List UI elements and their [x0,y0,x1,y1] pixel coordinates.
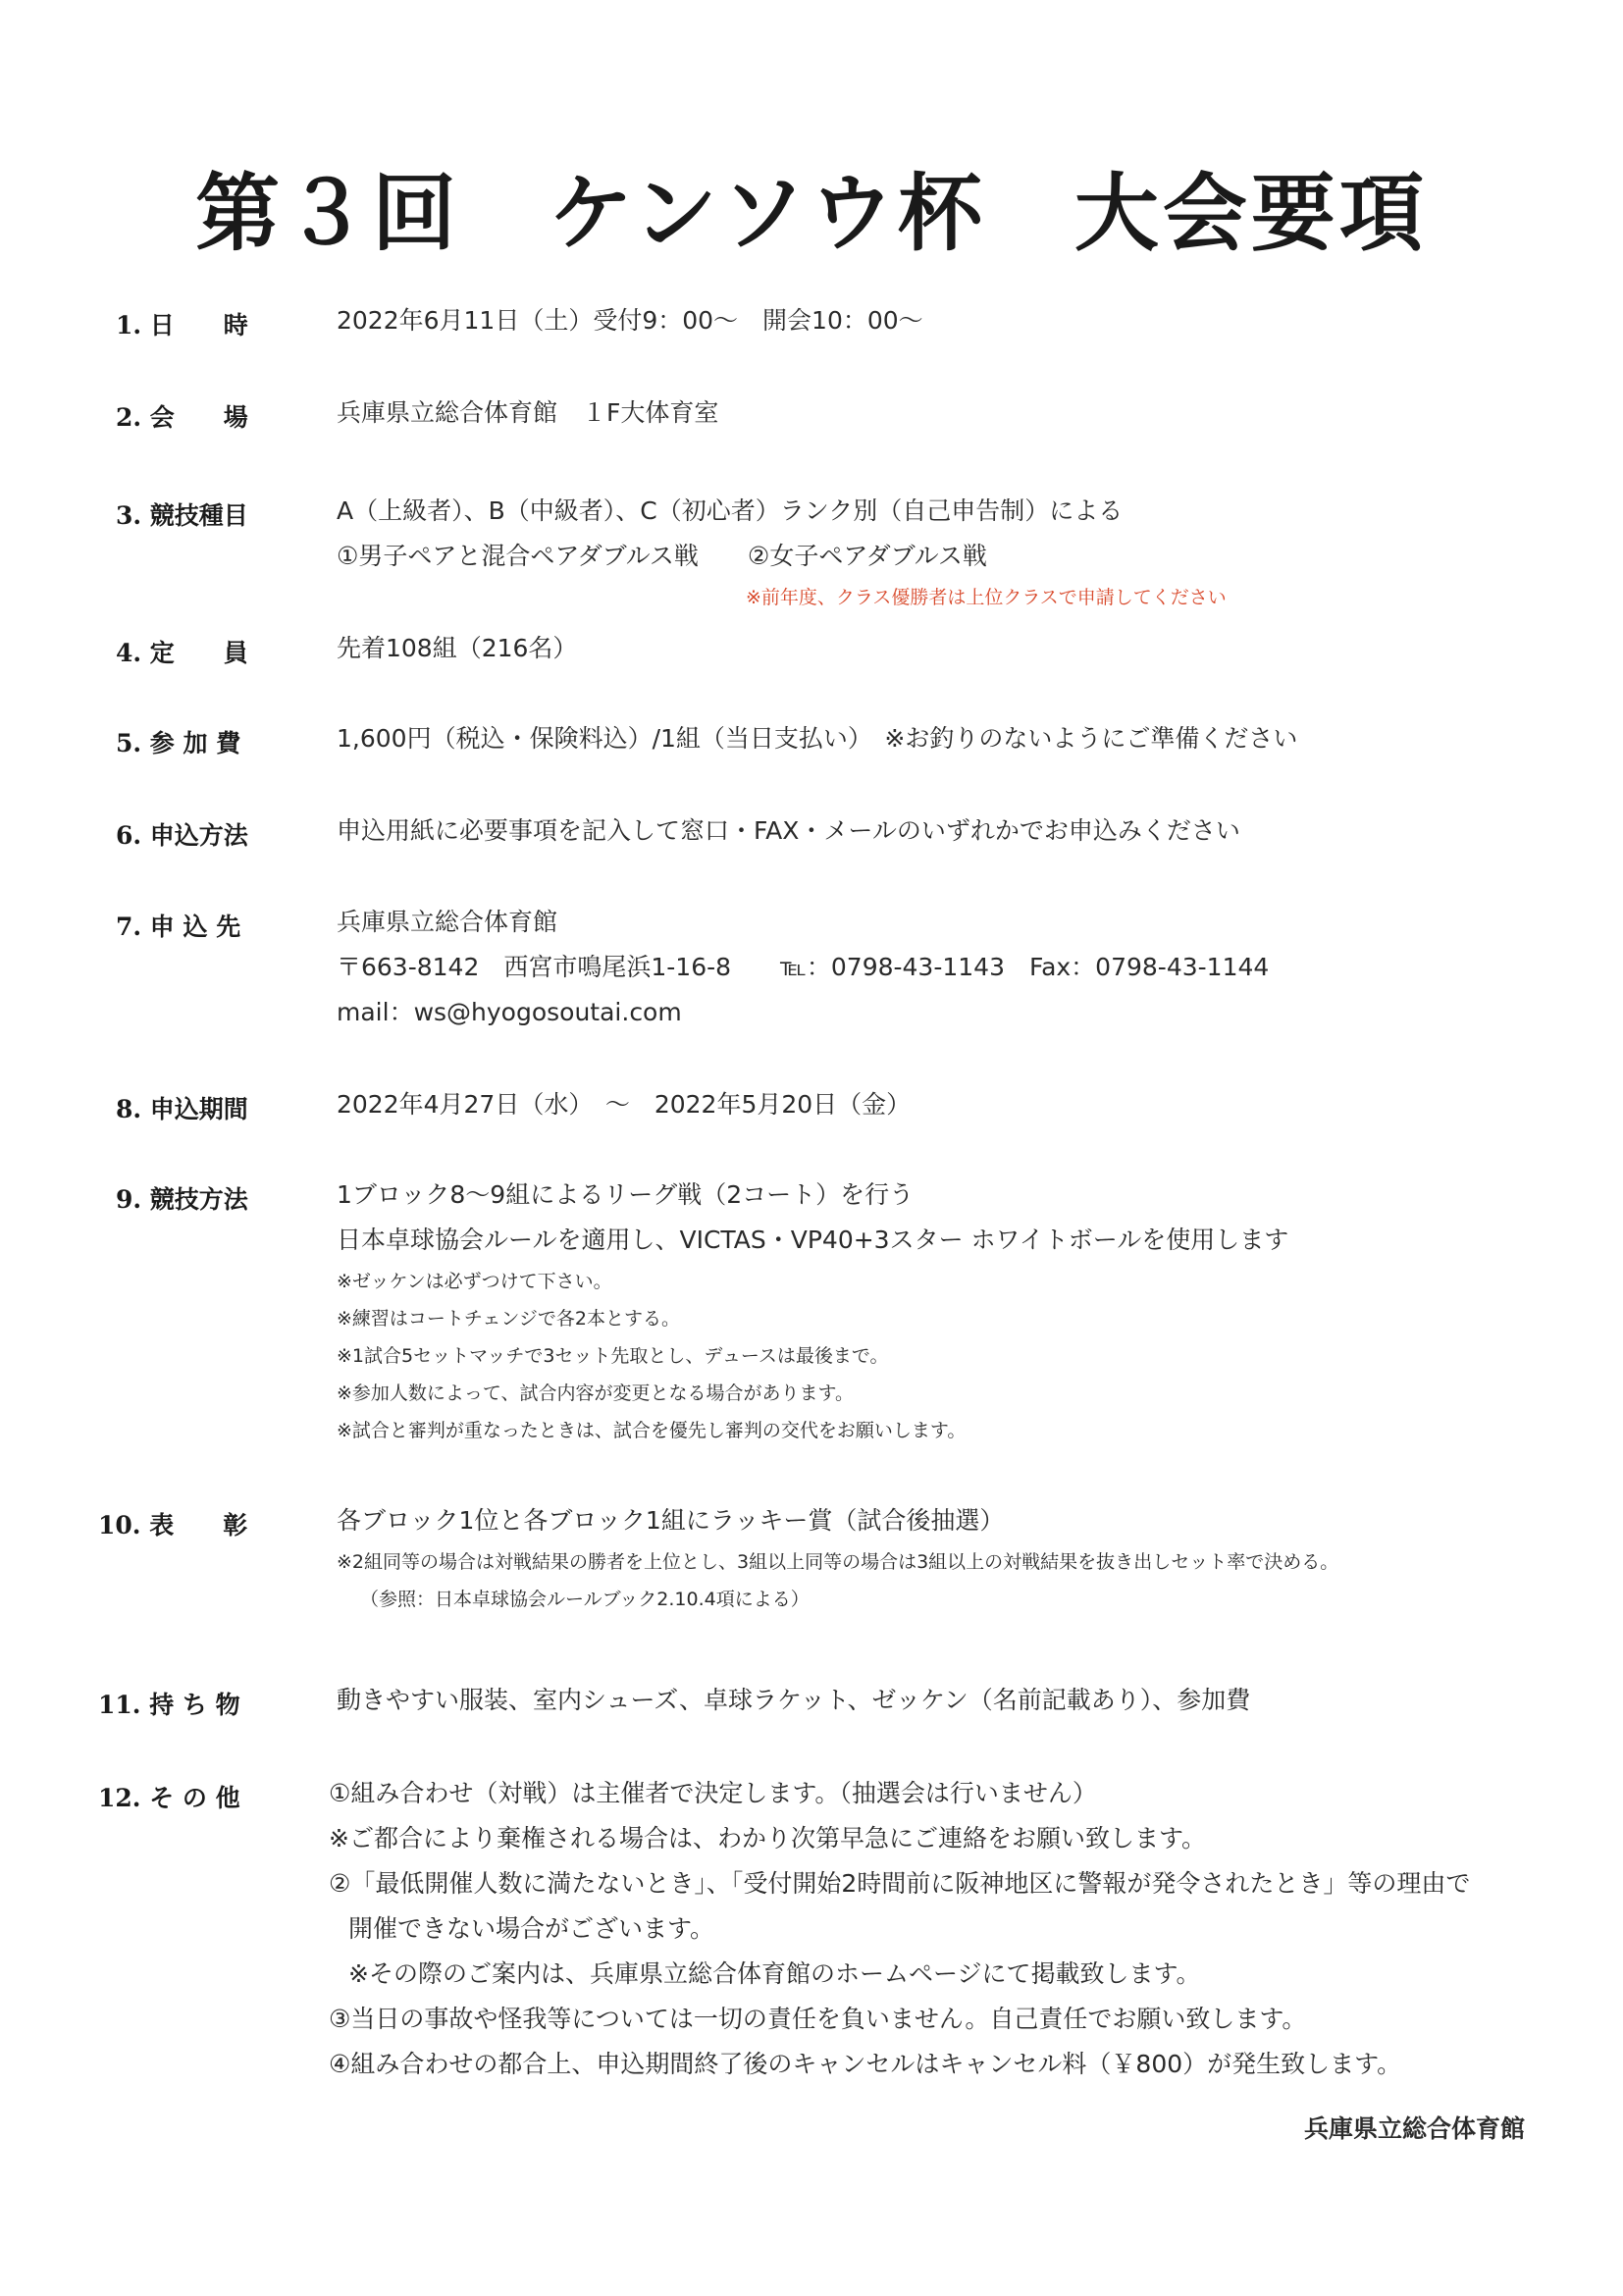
email-line: mail：ws@hyogosoutai.com [337,998,682,1026]
section-text: ※ご都合により棄権される場合は、わかり次第早急にご連絡をお願い致します。 [329,1824,1206,1852]
section-text: ③当日の事故や怪我等については一切の責任を負いません。自己責任でお願い致します。 [329,2005,1307,2033]
note-line: ※参加人数によって、試合内容が変更となる場合があります。 [337,1383,855,1404]
section-label: 3. 競技種目 [116,501,248,530]
section-text: ④組み合わせの都合上、申込期間終了後のキャンセルはキャンセル料（￥800）が発生致します。 [329,2050,1402,2078]
section-text: ②「最低開催人数に満たないとき」、「受付開始2時間前に阪神地区に警報が発令されたとき」等の理由で [329,1869,1471,1898]
section-label: 8. 申込期間 [116,1095,248,1123]
section-text: ①組み合わせ（対戦）は主催者で決定します。（抽選会は行いません） [329,1779,1097,1807]
section-text: A（上級者）、B（中級者）、C（初心者）ランク別（自己申告制）による [337,496,1124,525]
section-text: 2022年4月27日（水） ～ 2022年5月20日（金） [337,1090,912,1119]
red-note: ※前年度、クラス優勝者は上位クラスで申請してください [746,587,1227,608]
note-line: ※ゼッケンは必ずつけて下さい。 [337,1271,612,1292]
section-text: ①男子ペアと混合ペアダブルス戦 ②女子ペアダブルス戦 [337,542,987,570]
note-line: ※試合と審判が重なったときは、試合を優先し審判の交代をお願いします。 [337,1420,967,1441]
section-label: 7. 申 込 先 [116,913,241,941]
note-line: ※練習はコートチェンジで各2本とする。 [337,1308,680,1330]
section-text: 日本卓球協会ルールを適用し、VICTAS・VP40+3スター ホワイトボールを使用します [337,1226,1289,1254]
section-text: 各ブロック1位と各ブロック1組にラッキー賞（試合後抽選） [337,1506,1005,1535]
section-label: 2. 会 場 [116,403,248,432]
section-text: 開催できない場合がございます。 [348,1914,715,1943]
note-line: （参照：日本卓球協会ルールブック2.10.4項による） [360,1589,810,1610]
section-label: 5. 参 加 費 [116,729,241,757]
address-line: 〒663-8142 西宮市鳴尾浜1-16-8 ℡：0798-43-1143 Fax：0798-43-1144 [337,953,1270,981]
organizer-signature: 兵庫県立総合体育館 [1303,2114,1525,2143]
section-label: 6. 申込方法 [116,821,248,850]
section-label: 11. 持 ち 物 [98,1691,240,1719]
note-line: ※2組同等の場合は対戦結果の勝者を上位とし、3組以上同等の場合は3組以上の対戦結果を抜き出しセット率で決める。 [337,1551,1339,1573]
section-text: 兵庫県立総合体育館 [337,908,558,936]
section-text: 先着108組（216名） [337,634,578,662]
section-text: 申込用紙に必要事項を記入して窓口・FAX・メールのいずれかでお申込みください [337,816,1240,845]
section-text: 1ブロック8～9組によるリーグ戦（2コート）を行う [337,1180,915,1209]
section-text: 兵庫県立総合体育館 １F大体育室 [337,398,719,427]
section-label: 10. 表 彰 [98,1511,248,1539]
section-text: 2022年6月11日（土）受付9：00～ 開会10：00～ [337,306,923,335]
section-label: 9. 競技方法 [116,1185,248,1214]
section-text: 1,600円（税込・保険料込）/1組（当日支払い） ※お釣りのないようにご準備ください [337,724,1298,753]
section-label: 1. 日 時 [116,311,248,339]
page-title: 第３回 ケンソウ杯 大会要項 [195,164,1428,263]
section-label: 12. そ の 他 [98,1784,240,1812]
section-text: 動きやすい服装、室内シューズ、卓球ラケット、ゼッケン（名前記載あり）、参加費 [337,1686,1251,1714]
section-label: 4. 定 員 [116,639,248,667]
section-text: ※その際のご案内は、兵庫県立総合体育館のホームページにて掲載致します。 [348,1959,1201,1988]
note-line: ※1試合5セットマッチで3セット先取とし、デュースは最後まで。 [337,1345,889,1367]
